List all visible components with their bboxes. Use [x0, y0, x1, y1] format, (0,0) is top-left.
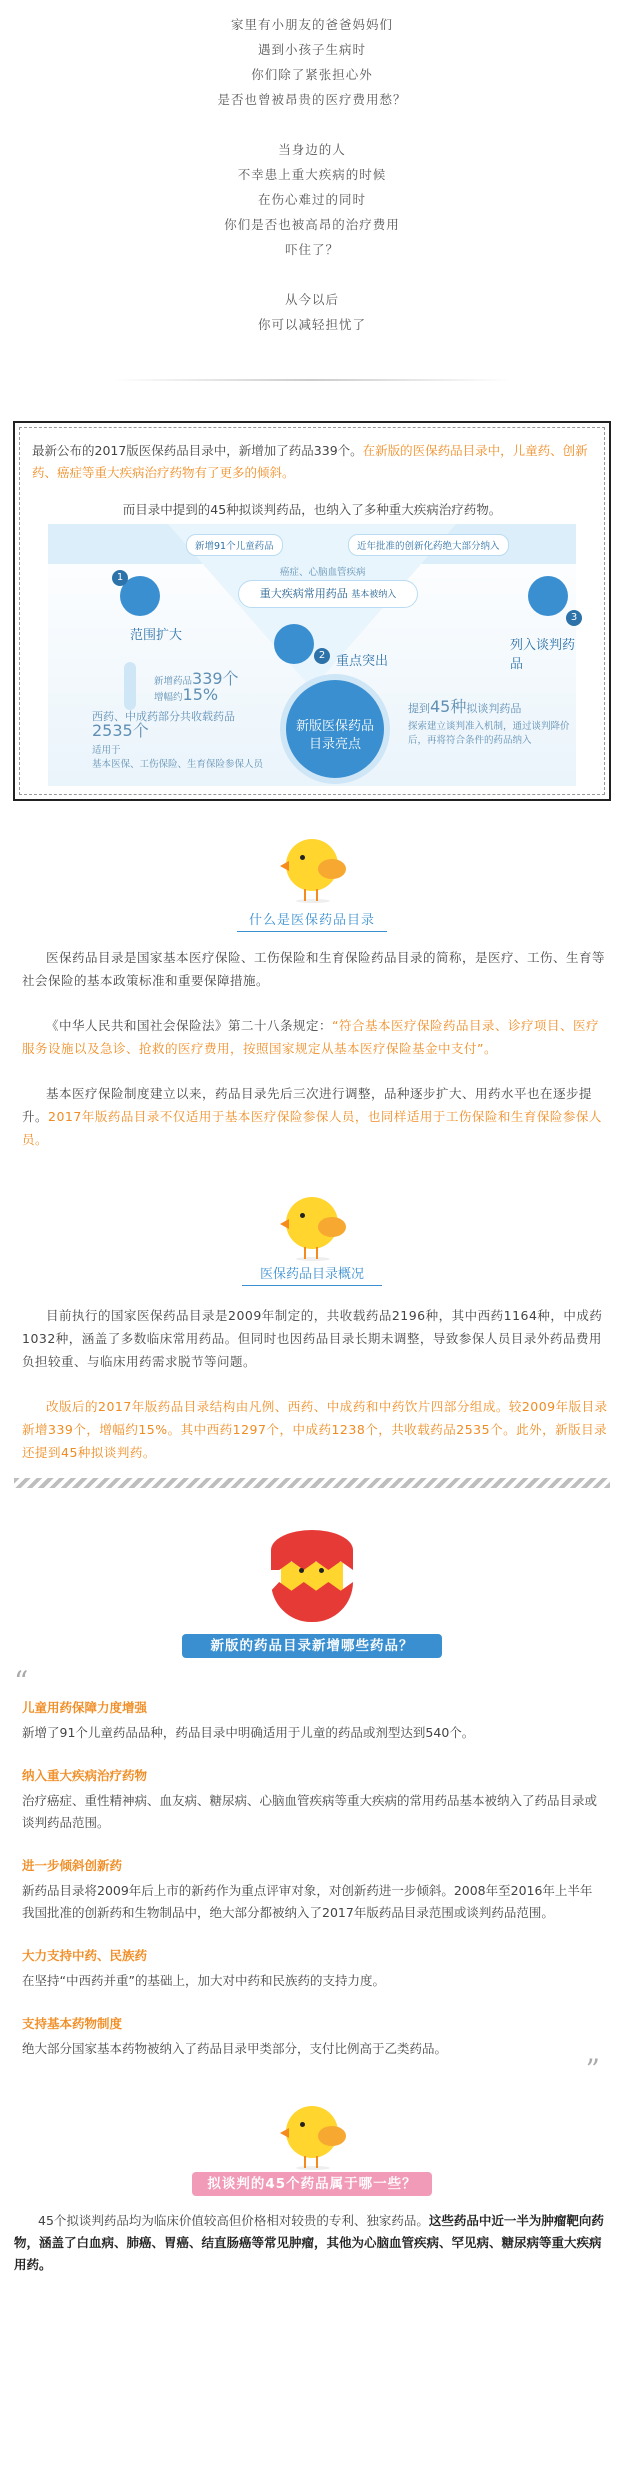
divider: [112, 379, 512, 381]
infographic: [48, 524, 576, 786]
disease-pill: 重大疾病常用药品 基本被纳入: [238, 580, 418, 608]
intro-line: 你们除了紧张担心外: [251, 67, 373, 82]
focus-label: 重点突出: [336, 654, 389, 669]
paragraph: 改版后的2017年版药品目录结构由凡例、西药、中成药和中药饮片四部分组成。较2009年版目录新增339个，增幅约15%。其中西药1297个，中成药1238个，共收载药品2535个。此外，新版目录还提到45种拟谈判药。: [22, 1399, 608, 1460]
quote-open: “: [14, 1665, 29, 1698]
paragraph: 《中华人民共和国社会保险法》第二十八条规定：“符合基本医疗保险药品目录、诊疗项目、医疗服务设施以及急诊、抢救的医疗费用，按照国家规定从基本医疗保险基金中支付”。: [22, 1018, 599, 1056]
intro-line: 吓住了？: [284, 242, 339, 257]
list-item: 进一步倾斜创新药 新药品目录将2009年后上市的新药作为重点评审对象，对创新药进一步倾斜。2008年至2016年上半年我国批准的创新药和生物制品中，绝大部分都被纳入了2017年版药品目录范围或谈判药品范围。: [22, 1858, 593, 1920]
highlight-box: [13, 421, 611, 801]
list-item: 支持基本药物制度 绝大部分国家基本药物被纳入了药品目录甲类部分，支付比例高于乙类药品。: [22, 2016, 448, 2056]
disease-small: 癌症、心脑血管疾病: [280, 567, 366, 578]
intro-line: 家里有小朋友的爸爸妈妈们: [230, 17, 393, 32]
box-subtitle: 而目录中提到的45种拟谈判药品，也纳入了多种重大疾病治疗药物。: [122, 502, 502, 517]
quote-close: ”: [585, 2053, 600, 2086]
injection-icon: [274, 624, 314, 664]
center-circle: 新版医保药品 目录亮点: [280, 674, 390, 784]
intro-line: 在伤心难过的同时: [257, 192, 366, 207]
growth-bar: [124, 662, 136, 710]
intro-line: 从今以后: [284, 292, 339, 307]
growth-text: 增幅约15%: [154, 685, 219, 704]
box-text: 最新公布的2017版医保药品目录中，新增加了药品339个。在新版的医保药品目录中，儿童药、创新药、癌症等重大疾病治疗药物有了更多的倾斜。: [32, 443, 588, 480]
negotiate-label: 列入谈判药品: [510, 638, 576, 672]
chick-icon: [272, 1189, 352, 1263]
paragraph: 基本医疗保险制度建立以来，药品目录先后三次进行调整，品种逐步扩大、用药水平也在逐步提升。2017年版药品目录不仅适用于基本医疗保险参保人员，也同样适用于工伤保险和生育保险参保人员。: [22, 1086, 602, 1147]
section-title: 医保药品目录概况: [0, 1263, 624, 1286]
egg-chick-icon: [267, 1524, 357, 1624]
added-text: 新增药品339个: [154, 669, 239, 688]
chick-icon: [272, 2098, 352, 2172]
badge-2: 2: [314, 648, 330, 664]
chick-icon: [272, 831, 352, 905]
badge-3: 3: [566, 610, 582, 626]
zigzag-divider: [14, 1478, 610, 1488]
list-item: 纳入重大疾病治疗药物 治疗癌症、重性精神病、血友病、糖尿病、心脑血管疾病等重大疾病的常用药品基本被纳入了药品目录或谈判药品范围。: [22, 1768, 598, 1830]
intro-line: 是否也曾被昂贵的医疗费用愁？: [217, 92, 407, 107]
innovation-pill: 近年批准的创新化药绝大部分纳入: [348, 534, 509, 556]
intro-line: 当身边的人: [278, 142, 346, 157]
paragraph: 目前执行的国家医保药品目录是2009年制定的，共收载药品2196种，其中西药1164种，中成药1032种，涵盖了多数临床常用药品。但同时也因药品目录长期未调整，导致参保人员目录外药品费用负担较重、与临床用药需求脱节等问题。: [22, 1308, 603, 1369]
scope-label: 范围扩大: [130, 628, 183, 643]
negotiate-text: 提到45种拟谈判药品: [408, 697, 522, 716]
intro-line: 你可以减轻担忧了: [257, 317, 366, 332]
negotiate-detail: 探索建立谈判准入机制，通过谈判降价后，再将符合条件的药品纳入: [408, 721, 570, 746]
applies-text: 适用于 基本医保、工伤保险、生育保险参保人员: [92, 745, 264, 770]
intro-line: 你们是否也被高昂的治疗费用: [224, 217, 400, 232]
list-item: 大力支持中药、民族药 在坚持“中西药并重”的基础上，加大对中药和民族药的支持力度。: [22, 1948, 385, 1988]
section-title: 新版的药品目录新增哪些药品？: [182, 1634, 442, 1658]
intro-block: [0, 0, 624, 337]
list-item: 儿童用药保障力度增强 新增了91个儿童药品品种，药品目录中明确适用于儿童的药品或剂型达到540个。: [22, 1700, 475, 1740]
children-pill: 新增91个儿童药品: [186, 534, 283, 556]
section-title: 什么是医保药品目录: [248, 913, 375, 928]
intro-line: 遇到小孩子生病时: [257, 42, 366, 57]
doctor-icon: [528, 576, 568, 616]
section-title: 拟谈判的45个药品属于哪一些？: [192, 2172, 432, 2196]
paragraph: 医保药品目录是国家基本医疗保险、工伤保险和生育保险药品目录的简称，是医疗、工伤、生育等社会保险的基本政策标准和重要保障措施。: [22, 950, 606, 988]
intro-line: 不幸患上重大疾病的时候: [237, 167, 387, 182]
badge-1: 1: [112, 570, 128, 586]
paragraph: 45个拟谈判药品均为临床价值较高但价格相对较贵的专利、独家药品。这些药品中近一半为肿瘤靶向药物，涵盖了白血病、肺癌、胃癌、结直肠癌等常见肿瘤，其他为心脑血管疾病、罕见病、糖尿病等重大疾病用药。: [14, 2213, 604, 2272]
total-text: 西药、中成药部分共收载药品 2535个: [92, 710, 235, 740]
